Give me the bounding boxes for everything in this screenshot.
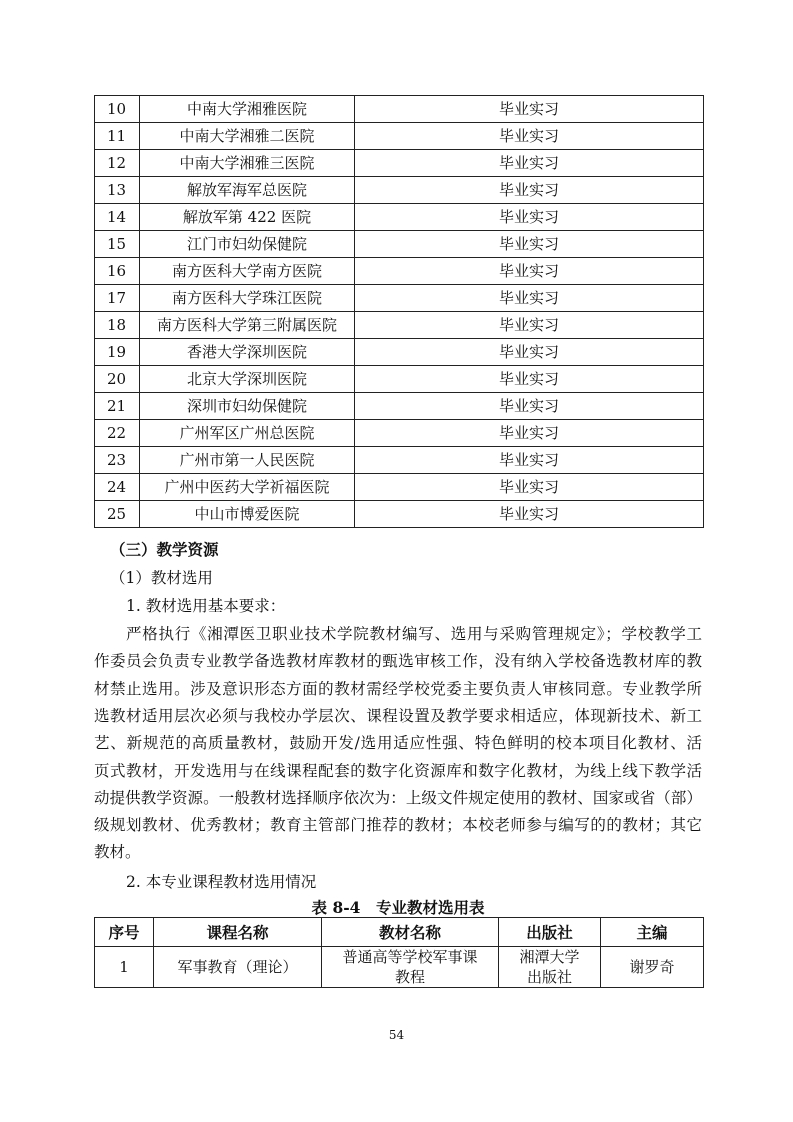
column-header: 教材名称: [322, 918, 499, 947]
column-header: 课程名称: [154, 918, 322, 947]
internship-type: 毕业实习: [355, 393, 704, 420]
hospital-name: 广州军区广州总医院: [140, 420, 355, 447]
section-heading: （三）教学资源: [110, 540, 219, 559]
column-header: 主编: [601, 918, 704, 947]
table-row: [95, 366, 704, 393]
row-number: 19: [95, 339, 140, 366]
textbook-name: 普通高等学校军事课教程: [322, 947, 499, 988]
row-number: 12: [95, 150, 140, 177]
internship-type: 毕业实习: [355, 231, 704, 258]
internship-type: 毕业实习: [355, 150, 704, 177]
hospital-name: 中南大学湘雅二医院: [140, 123, 355, 150]
internship-type: 毕业实习: [355, 123, 704, 150]
table-row: [95, 96, 704, 123]
internship-type: 毕业实习: [355, 501, 704, 528]
table-row: [95, 474, 704, 501]
publisher: 湘潭大学出版社: [499, 947, 601, 988]
column-header: 序号: [95, 918, 154, 947]
paragraph-line: 页式教材，开发选用与在线课程配套的数字化资源库和数字化教材，为线上线下教学活: [94, 761, 702, 780]
row-number: 17: [95, 285, 140, 312]
column-header: 出版社: [499, 918, 601, 947]
hospital-name: 中山市博爱医院: [140, 501, 355, 528]
paragraph-line: 选教材适用层次必须与我校办学层次、课程设置及教学要求相适应，体现新技术、新工: [94, 706, 702, 725]
course-name: 军事教育（理论）: [154, 947, 322, 988]
table-row: [95, 393, 704, 420]
row-number: 14: [95, 204, 140, 231]
chief-editor: 谢罗奇: [601, 947, 704, 988]
row-number: 21: [95, 393, 140, 420]
row-number: 20: [95, 366, 140, 393]
hospital-name: 解放军第 422 医院: [140, 204, 355, 231]
row-number: 16: [95, 258, 140, 285]
row-number: 11: [95, 123, 140, 150]
paragraph-line: 作委员会负责专业教学备选教材库教材的甄选审核工作，没有纳入学校备选教材库的教: [94, 652, 702, 671]
internship-base-table: [94, 95, 704, 528]
row-number: 10: [95, 96, 140, 123]
row-number: 1: [95, 947, 154, 988]
subsection-heading: （1）教材选用: [110, 569, 213, 587]
internship-type: 毕业实习: [355, 204, 704, 231]
paragraph-line: 材禁止选用。涉及意识形态方面的教材需经学校党委主要负责人审核同意。专业教学所: [94, 679, 702, 698]
table-row: [95, 501, 704, 528]
hospital-name: 北京大学深圳医院: [140, 366, 355, 393]
table-row: [95, 339, 704, 366]
paragraph-line: 级规划教材、优秀教材；教育主管部门推荐的教材；本校老师参与编写的的教材；其它: [94, 816, 702, 835]
hospital-name: 深圳市妇幼保健院: [140, 393, 355, 420]
hospital-name: 南方医科大学第三附属医院: [140, 312, 355, 339]
paragraph-line: 艺、新规范的高质量教材，鼓励开发/选用适应性强、特色鲜明的校本项目化教材、活: [94, 734, 702, 753]
table-row: [95, 312, 704, 339]
row-number: 23: [95, 447, 140, 474]
table-row: [95, 150, 704, 177]
table-row: [95, 447, 704, 474]
hospital-name: 广州市第一人民医院: [140, 447, 355, 474]
hospital-name: 中南大学湘雅三医院: [140, 150, 355, 177]
table-row: [95, 204, 704, 231]
textbook-table: [94, 917, 704, 988]
table-caption: 表 8-4 专业教材选用表: [311, 898, 485, 917]
internship-type: 毕业实习: [355, 96, 704, 123]
internship-type: 毕业实习: [355, 258, 704, 285]
internship-type: 毕业实习: [355, 366, 704, 393]
internship-type: 毕业实习: [355, 285, 704, 312]
table-row: [95, 177, 704, 204]
item-heading-2: 2. 本专业课程教材选用情况: [126, 873, 317, 891]
row-number: 24: [95, 474, 140, 501]
internship-type: 毕业实习: [355, 339, 704, 366]
hospital-name: 解放军海军总医院: [140, 177, 355, 204]
row-number: 22: [95, 420, 140, 447]
hospital-name: 南方医科大学南方医院: [140, 258, 355, 285]
row-number: 25: [95, 501, 140, 528]
table-row: [95, 285, 704, 312]
row-number: 18: [95, 312, 140, 339]
paragraph-line: 严格执行《湘潭医卫职业技术学院教材编写、选用与采购管理规定》；学校教学工: [126, 625, 702, 643]
internship-type: 毕业实习: [355, 177, 704, 204]
internship-type: 毕业实习: [355, 474, 704, 501]
hospital-name: 中南大学湘雅医院: [140, 96, 355, 123]
paragraph-line: 教材。: [94, 843, 141, 862]
table-row: [95, 258, 704, 285]
row-number: 13: [95, 177, 140, 204]
table-row: [95, 231, 704, 258]
table-row: [95, 420, 704, 447]
page-number: 54: [388, 1028, 405, 1042]
hospital-name: 南方医科大学珠江医院: [140, 285, 355, 312]
table-row: [95, 123, 704, 150]
internship-type: 毕业实习: [355, 447, 704, 474]
hospital-name: 广州中医药大学祈福医院: [140, 474, 355, 501]
table-row: [95, 947, 704, 988]
internship-type: 毕业实习: [355, 420, 704, 447]
paragraph-line: 动提供教学资源。一般教材选择顺序依次为：上级文件规定使用的教材、国家或省（部）: [94, 788, 702, 807]
internship-type: 毕业实习: [355, 312, 704, 339]
hospital-name: 香港大学深圳医院: [140, 339, 355, 366]
row-number: 15: [95, 231, 140, 258]
item-heading-1: 1. 教材选用基本要求：: [126, 597, 286, 615]
hospital-name: 江门市妇幼保健院: [140, 231, 355, 258]
